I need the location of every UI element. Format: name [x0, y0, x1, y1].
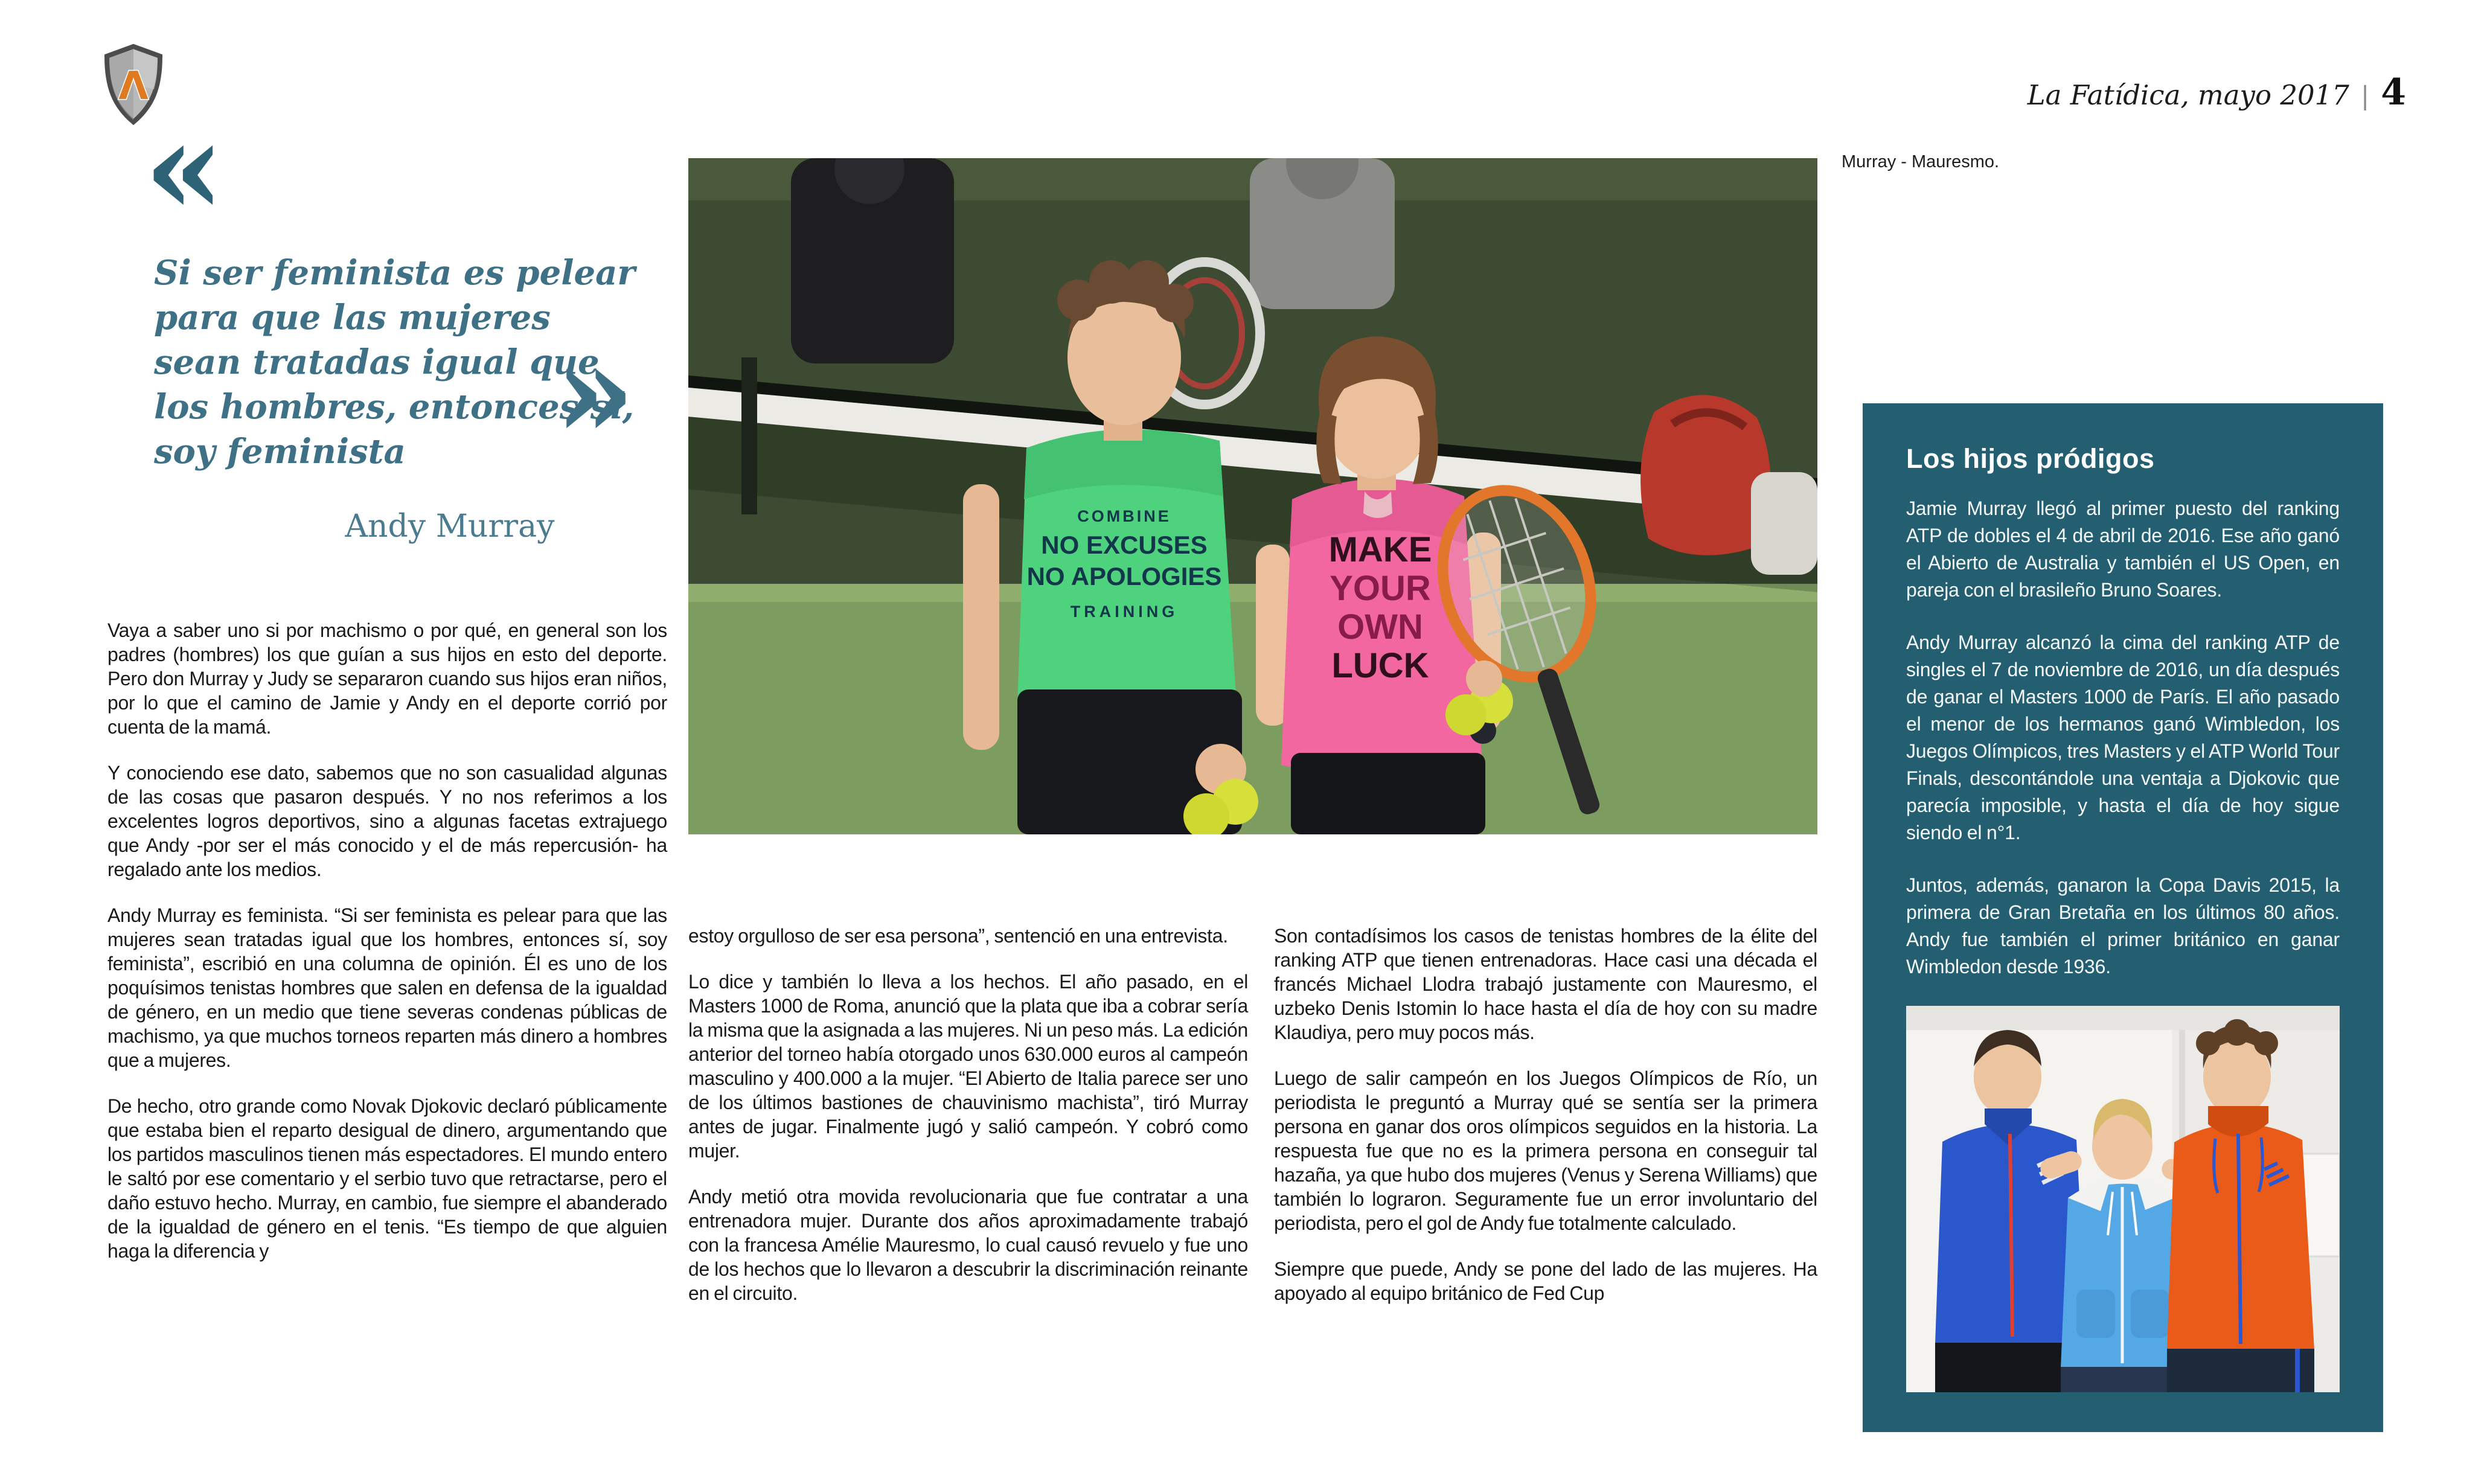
- paragraph: Son contadísimos los casos de tenistas hombres de la élite del ranking ATP que tienen entrenadoras. Hace casi una década el francés Michael Llodra trabajó justamente con Mauresmo, el uzbeko Denis Istomin lo hace hasta el día de hoy con su madre Klaudiya, pero muy pocos más.: [1274, 925, 1817, 1043]
- article-column-2: [688, 924, 1248, 1327]
- publication-title: La Fatídica, mayo 2017: [2027, 79, 2349, 111]
- paragraph: Vaya a saber uno si por machismo o por qué, en general son los padres (hombres) los que guían a sus hijos en esto del deporte. Pero don Murray y Judy se separaron cuando sus hijos eran niños, por lo que el camino de Jamie y Andy en el deporte corrió por cuenta de la mamá.: [107, 619, 667, 738]
- shirt-text: COMBINE: [1077, 507, 1171, 525]
- open-quote-icon: «: [144, 91, 225, 244]
- shirt-text: NO APOLOGIES: [1026, 562, 1222, 590]
- photo-caption: Murray - Mauresmo.: [1842, 152, 2000, 171]
- shirt-text: LUCK: [1331, 646, 1429, 685]
- page-number: 4: [2381, 71, 2406, 114]
- article-column-3: [1274, 924, 1817, 1327]
- shirt-text: TRAINING: [1070, 603, 1179, 621]
- shirt-text: NO EXCUSES: [1041, 531, 1208, 559]
- pull-quote: Si ser feminista es pelear para que las mujeres sean tratadas igual que los hombres, entonces sí, soy feminista: [154, 253, 635, 472]
- paragraph: estoy orgulloso de ser esa persona”, sentenció en una entrevista.: [688, 925, 1228, 947]
- pull-quote-attribution: Andy Murray: [345, 508, 555, 545]
- page-header: [2028, 71, 2406, 114]
- family-photo: [1906, 1006, 2340, 1392]
- header-separator: |: [2361, 81, 2370, 110]
- sidebar-paragraph: Andy Murray alcanzó la cima del ranking ATP de singles el 7 de noviembre de 2016, un día después de ganar el Masters 1000 de París. El año pasado el menor de los hermanos ganó Wimbledon, los Juegos Olímpicos, tres Masters y el ATP World Tour Finals, descontándole una ventaja a Djokovic que parecía imposible, y hasta el día de hoy sigue siendo el n°1.: [1906, 632, 2340, 843]
- sidebar-title: Los hijos pródigos: [1906, 443, 2155, 474]
- paragraph: Andy metió otra movida revolucionaria que fue contratar a una entrenadora mujer. Durante dos años aproximadamente trabajó con la francesa Amélie Mauresmo, lo cual causó revuelo y fue uno de los hechos que lo llevaron a descubrir la discriminación reinante en el circuito.: [688, 1186, 1248, 1304]
- photo-murray-mauresmo: [688, 158, 1817, 834]
- shirt-text: MAKE: [1328, 530, 1432, 569]
- paragraph: De hecho, otro grande como Novak Djokovic declaró públicamente que estaba bien el reparto desigual de dinero, argumentando que los partidos masculinos tienen más espectadores. El mundo entero le saltó por ese comentario y el serbio tuvo que retractarse, pero el daño estuvo hecho. Murray, en cambio, fue siempre el abanderado de la igualdad de género en el tenis. “Es tiempo de que alguien haga la diferencia y: [107, 1095, 667, 1262]
- logo-monogram: Λ: [118, 64, 149, 109]
- sidebar-box: [1863, 403, 2383, 1432]
- paragraph: Andy Murray es feminista. “Si ser feminista es pelear para que las mujeres sean tratadas igual que los hombres, entonces sí, soy feminista”, escribió en una columna de opinión. Él es uno de los poquísimos tenistas hombres que salen en defensa de la igualdad de género, en un medio que tiene severas condenas públicas de machismo, ya que muchos torneos reparten más dinero a hombres que a mujeres.: [107, 904, 667, 1071]
- photo-murray-family: [1906, 1006, 2340, 1392]
- sidebar-paragraph: Juntos, además, ganaron la Copa Davis 2015, la primera de Gran Bretaña en los últimos 80 años. Andy fue también el primer británico en ganar Wimbledon desde 1936.: [1906, 874, 2340, 977]
- shirt-text: YOUR: [1330, 569, 1431, 608]
- paragraph: Siempre que puede, Andy se pone del lado de las mujeres. Ha apoyado al equipo británico de Fed Cup: [1274, 1258, 1817, 1304]
- shirt-text: OWN: [1337, 607, 1423, 647]
- paragraph: Y conociendo ese dato, sabemos que no son casualidad algunas de las cosas que pasaron después. Y no nos referimos a los excelentes logros deportivos, sino a algunas facetas extrajuego que Andy -por ser el más conocido y el de más repercusión- ha regalado ante los medios.: [107, 762, 667, 880]
- tennis-court-photo: [688, 158, 1817, 834]
- paragraph: Lo dice y también lo lleva a los hechos. El año pasado, en el Masters 1000 de Roma, anunció que la plata que iba a cobrar sería la misma que la asignada a las mujeres. Ni un peso más. La edición anterior del torneo había otorgado unos 630.000 euros al campeón masculino y 400.000 a la mujer. “El Abierto de Italia parece ser uno de los últimos bastiones de chauvinismo machista”, tiró Murray antes de jugar. Finalmente jugó y salió campeón. Y cobró como mujer.: [688, 971, 1248, 1162]
- paragraph: Luego de salir campeón en los Juegos Olímpicos de Río, un periodista le preguntó a Murray qué se sentía ser la primera persona en ganar dos oros olímpicos seguidos en la historia. La respuesta fue que no es la primera persona en conseguir tal hazaña, ya que hubo dos mujeres (Venus y Serena Williams) que también lo lograron. Seguramente fue un error involuntario del periodista, pero el gol de Andy fue totalmente calculado.: [1274, 1067, 1817, 1234]
- close-quote-icon: »: [554, 315, 636, 467]
- sidebar-paragraph: Jamie Murray llegó al primer puesto del ranking ATP de dobles el 4 de abril de 2016. Ese año ganó el Abierto de Australia y también el US Open, en pareja con el brasileño Bruno Soares.: [1906, 497, 2340, 601]
- article-column-1: [107, 618, 667, 1285]
